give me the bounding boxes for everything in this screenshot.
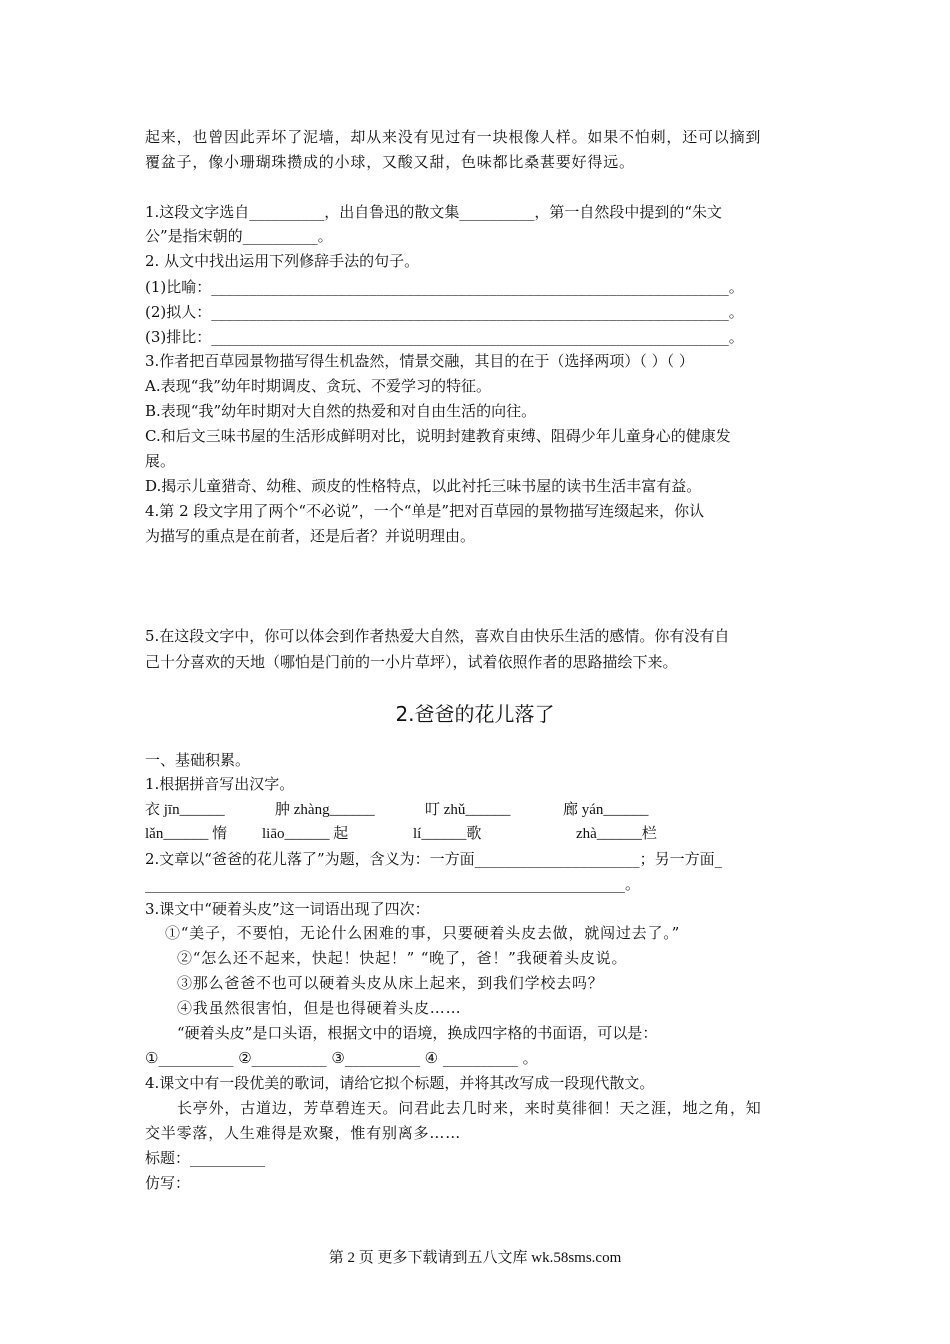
question-3-option-c-cont: 展。 [145,452,176,470]
pinyin-item-liao: liāo______ 起 [262,826,349,842]
pinyin-question-prompt: 1.根据拼音写出汉字。 [145,775,295,793]
title-meaning-line-1: 2.文章以“爸爸的花儿落了”为题，含义为：一方面______________________；另一方面_ [145,850,723,868]
lyrics-line-1: 长亭外，古道边，芳草碧连天。问君此去几时来，来时莫徘徊！天之涯，地之角，知 [177,1099,762,1117]
question-4-line-1: 4.第 2 段文字用了两个“不必说”，一个“单是”把对百草园的景物描写连缀起来，你认 [145,502,705,520]
passage-line-2: 覆盆子，像小珊瑚珠攒成的小球，又酸又甜，色味都比桑葚要好得远。 [145,153,635,171]
title-answer-label: 标题：__________ [145,1149,266,1167]
idiom-answer-blanks: ①__________ ②__________ ③__________ ④ __________ 。 [145,1049,538,1067]
idiom-question-intro: 3.课文中“硬着头皮”这一词语出现了四次： [145,900,430,918]
pinyin-item-lan: lǎn______ 惰 [145,826,228,842]
idiom-example-4: ④我虽然很害怕，但是也得硬着头皮…… [177,999,462,1017]
pinyin-item-li: lí______歌 [413,826,482,842]
question-1-line-1: 1.这段文字选自__________，出自鲁迅的散文集__________，第一自然段中提到的“朱文 [145,203,722,221]
idiom-example-2: ②“怎么还不起来，快起！快起！” “晚了，爸！”我硬着头皮说。 [177,949,628,967]
page-footer: 第 2 页 更多下载请到五八文库 wk.58sms.com [328,1250,622,1266]
rewrite-label: 仿写： [145,1174,191,1192]
question-2-personification: (2)拟人：_____________________________________________________________________。 [145,303,744,321]
pinyin-item-zha: zhà______栏 [576,826,657,842]
idiom-example-3: ③那么爸爸不也可以硬着头皮从床上起来，到我们学校去吗？ [177,974,604,992]
question-5-line-1: 5.在这段文字中，你可以体会到作者热爱大自然，喜欢自由快乐生活的感情。你有没有自 [145,627,730,645]
question-2-prompt: 2. 从文中找出运用下列修辞手法的句子。 [145,252,420,270]
idiom-example-1: ①“美子，不要怕，无论什么困难的事，只要硬着头皮去做，就闯过去了。” [165,924,681,942]
title-meaning-line-2: ________________________________________________________________。 [145,875,641,893]
pinyin-item-yan: 廊 yán______ [563,802,649,818]
question-3-option-a: A.表现“我”幼年时期调皮、贪玩、不爱学习的特征。 [145,377,491,395]
lyrics-line-2: 交半零落，人生难得是欢聚，惟有别离多…… [145,1124,462,1142]
pinyin-item-zhu: 叮 zhǔ______ [425,802,511,818]
question-3-option-d: D.揭示儿童猎奇、幼稚、顽皮的性格特点，以此衬托三味书屋的读书生活丰富有益。 [145,477,702,495]
idiom-question-task: “硬着头皮”是口头语，根据文中的语境，换成四字格的书面语，可以是： [177,1024,658,1042]
part-1-heading: 一、基础积累。 [145,751,251,769]
question-4-line-2: 为描写的重点是在前者，还是后者？并说明理由。 [145,527,476,545]
question-3-option-c: C.和后文三味书屋的生活形成鲜明对比，说明封建教育束缚、阻碍少年儿童身心的健康发 [145,427,731,445]
question-5-line-2: 己十分喜欢的天地（哪怕是门前的一小片草坪），试着依照作者的思路描绘下来。 [145,653,678,671]
pinyin-item-zhang: 肿 zhàng______ [275,802,375,818]
lyrics-question-prompt: 4.课文中有一段优美的歌词，请给它拟个标题，并将其改写成一段现代散文。 [145,1074,655,1092]
pinyin-item-jin: 衣 jīn______ [145,802,225,818]
question-1-line-2: 公”是指宋朝的__________。 [145,227,333,245]
question-3-option-b: B.表现“我”幼年时期对大自然的热爱和对自由生活的向往。 [145,402,537,420]
question-2-simile: (1)比喻：_____________________________________________________________________。 [145,278,744,296]
passage-line-1: 起来，也曾因此弄坏了泥墙，却从来没有见过有一块根像人样。如果不怕刺，还可以摘到 [145,128,762,146]
question-3-prompt: 3.作者把百草园景物描写得生机盎然，情景交融，其目的在于（选择两项）（ ）（ ） [145,352,694,370]
section-title: 2.爸爸的花儿落了 [395,702,555,726]
question-2-parallelism: (3)排比：_____________________________________________________________________。 [145,328,744,346]
